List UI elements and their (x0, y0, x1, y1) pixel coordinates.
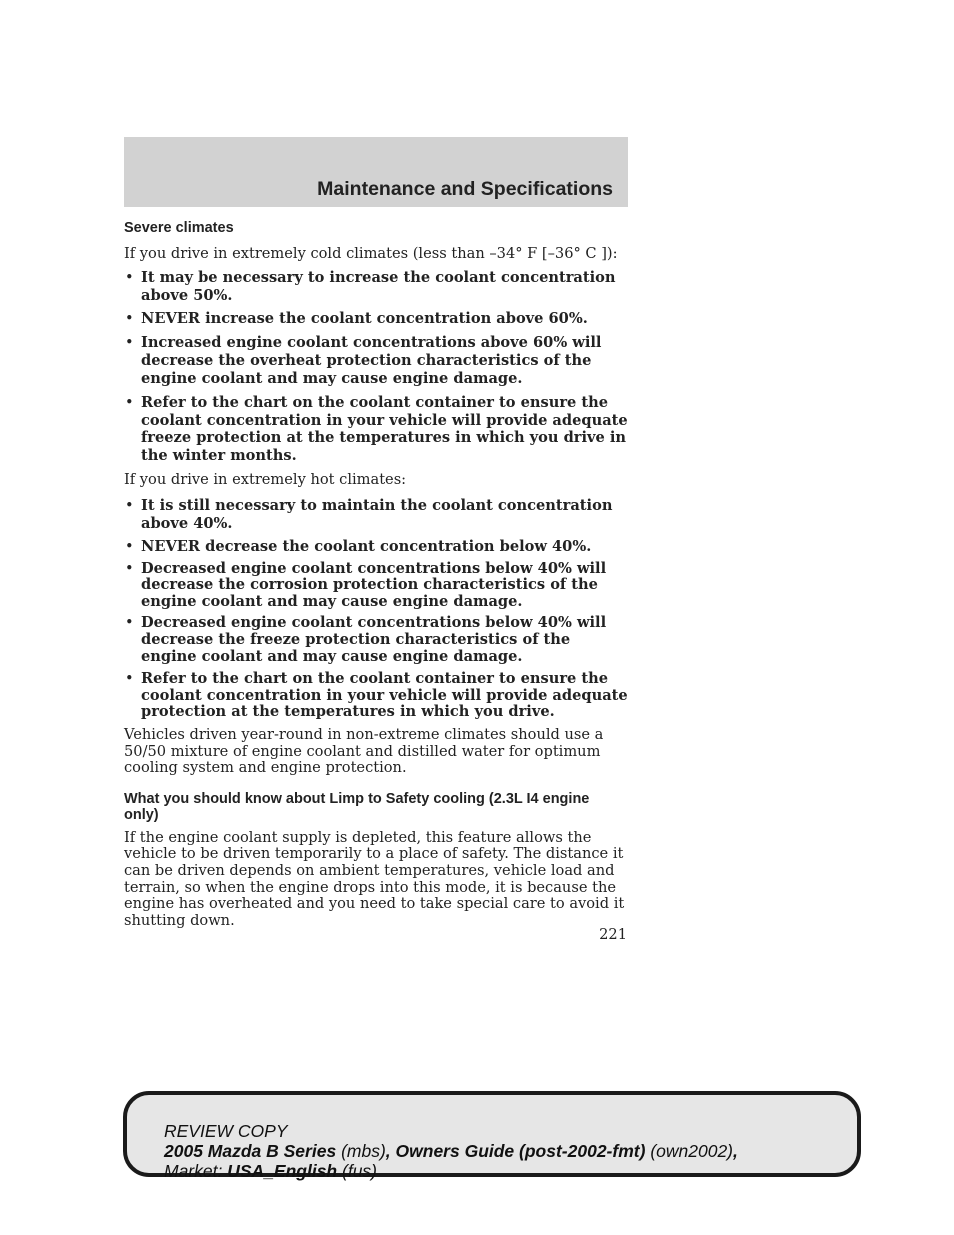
guide-name: Owners Guide (post-2002-fmt) (395, 1141, 646, 1161)
section-header-band (124, 137, 628, 207)
review-copy-box (123, 1091, 861, 1181)
guide-code: (own2002) (650, 1141, 734, 1161)
list-item: • Decreased engine coolant concentrations below 40% will decrease the freeze protection characteristics of the engine coolant and may cause engine damage. (124, 615, 628, 665)
list-item: • Refer to the chart on the coolant container to ensure the coolant concentration in your vehicle will provide adequate protection at the temperatures in which you drive. (124, 671, 628, 721)
list-item: • NEVER decrease the coolant concentration below 40%. (124, 539, 628, 556)
list-item: • Increased engine coolant concentrations above 60% will decrease the overheat protection characteristics of the engine coolant and may cause engine damage. (124, 334, 628, 388)
limp-to-safety-heading: What you should know about Limp to Safety cooling (2.3L I4 engine only) (124, 790, 590, 823)
review-guide-line (164, 1141, 738, 1161)
list-item: • NEVER increase the coolant concentration above 60%. (124, 310, 628, 328)
model-name: 2005 Mazda B Series (164, 1141, 337, 1161)
hot-intro: If you drive in extremely hot climates: (124, 471, 407, 489)
list-item: • Decreased engine coolant concentrations below 40% will decrease the corrosion protection characteristics of the engine coolant and may cause engine damage. (124, 561, 628, 611)
list-item: • It is still necessary to maintain the coolant concentration above 40%. (124, 497, 628, 533)
model-code: (mbs) (341, 1141, 386, 1161)
limp-to-safety-body: If the engine coolant supply is depleted, this feature allows the vehicle to be driven temporarily to a place of safety. The distance it can be driven depends on ambient temperatures, vehicle load and terrain, so when the engine drops into this mode, it is because the engine has overheated and you need to take special care to avoid it shutting down. (124, 828, 625, 929)
hot-bullet-list (124, 497, 628, 721)
list-item: • It may be necessary to increase the coolant concentration above 50%. (124, 269, 628, 305)
separator: , (385, 1141, 391, 1161)
page-content (124, 220, 628, 929)
page-number: 221 (599, 926, 627, 943)
review-copy-text (164, 1121, 738, 1181)
cold-bullet-list (124, 269, 628, 464)
list-item: • Refer to the chart on the coolant container to ensure the coolant concentration in your vehicle will provide adequate freeze protection at the temperatures in which you drive in the winter months. (124, 394, 628, 464)
severe-climates-heading: Severe climates (124, 220, 234, 236)
market-code: (fus) (342, 1161, 377, 1181)
section-title: Maintenance and Specifications (317, 178, 613, 200)
cold-intro: If you drive in extremely cold climates (less than –34° F [–36° C ]): (124, 244, 618, 262)
market-name: USA_English (227, 1161, 338, 1181)
closing-paragraph: Vehicles driven year-round in non-extreme climates should use a 50/50 mixture of engine coolant and distilled water for optimum cooling system and engine protection. (124, 726, 604, 777)
market-label: Market: (164, 1161, 223, 1181)
review-copy-label: REVIEW COPY (164, 1121, 288, 1141)
separator: , (733, 1141, 738, 1161)
review-market-line (164, 1161, 738, 1181)
